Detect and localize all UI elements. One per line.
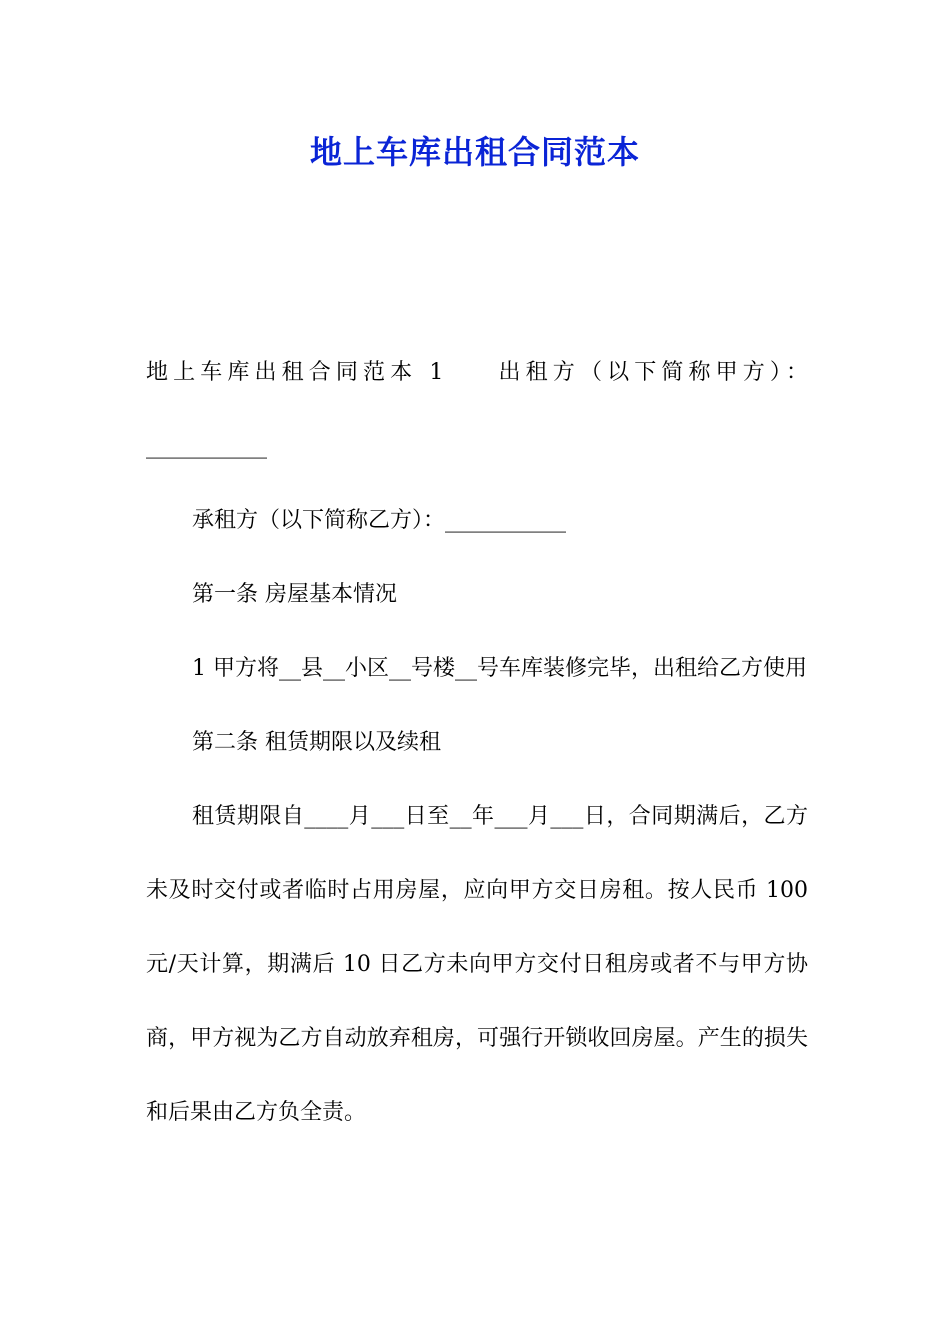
article-one-heading: 第一条 房屋基本情况 [192,582,397,607]
article-one-text: 1 甲方将__县__小区__号楼__号车库装修完毕，出租给乙方使用 [192,656,807,681]
document-body [146,336,808,1150]
paragraph-lessor [146,336,808,484]
paragraph-heading-contract-number: 地上车库出租合同范本 1 [146,360,444,385]
paragraph-lessor-text: 出租方（以下简称甲方）：___________ [146,360,808,459]
paragraph-lessee: 承租方（以下简称乙方）：___________ [192,508,567,533]
article-two-text: 租赁期限自____月___日至__年___月___日，合同期满后，乙方未及时交付或者临时占用房屋，应向甲方交日房租。按人民币 100 元/天计算，期满后 10 日乙方未向甲方交付日租房或者不与甲方协商，甲方视为乙方自动放弃租房，可强行开锁收回房屋。产生的损失和后果由乙方负全责。 [146,804,808,1125]
article-two-heading: 第二条 租赁期限以及续租 [192,730,441,755]
document-title: 地上车库出租合同范本 [309,133,640,171]
